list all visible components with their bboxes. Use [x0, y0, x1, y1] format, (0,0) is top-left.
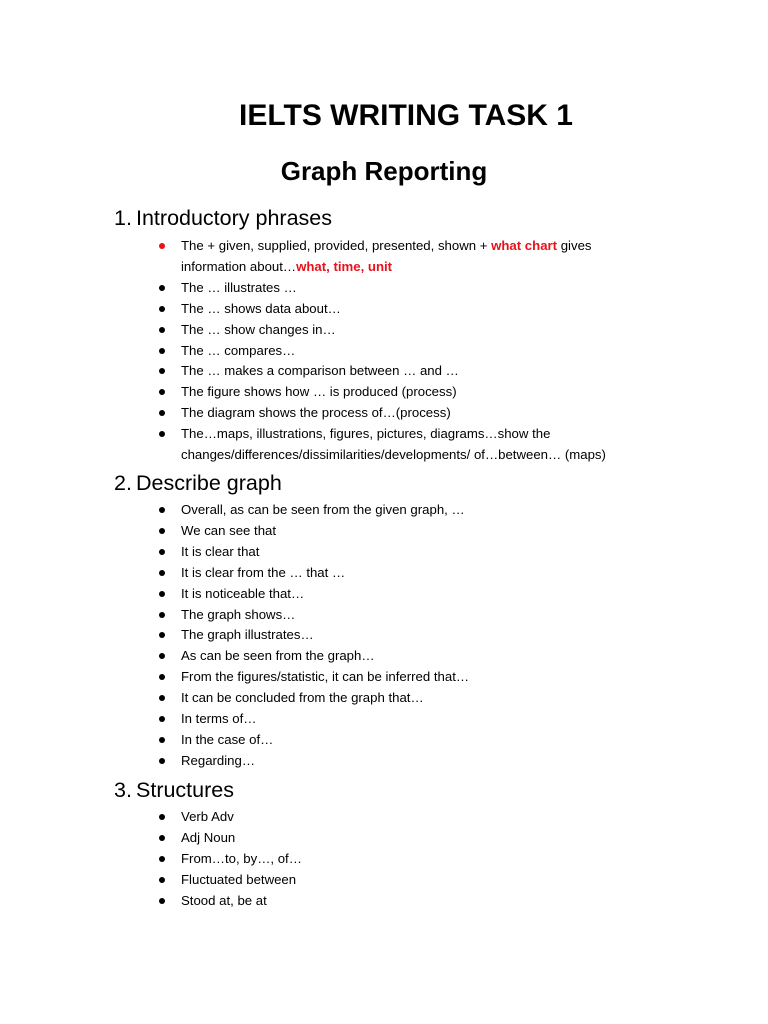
structures-list — [157, 807, 302, 912]
section-heading-text: Describe graph — [136, 471, 282, 495]
bullet-icon — [159, 549, 165, 555]
bullet-icon — [159, 716, 165, 722]
list-item: The … shows data about… — [157, 299, 606, 320]
bullet-icon — [159, 737, 165, 743]
list-item: It is noticeable that… — [157, 584, 469, 605]
bullet-icon — [159, 591, 165, 597]
list-item: As can be seen from the graph… — [157, 646, 469, 667]
bullet-icon — [159, 410, 165, 416]
highlight-what-time-unit: what, time, unit — [296, 258, 393, 274]
bullet-icon — [159, 306, 165, 312]
list-item: The graph illustrates… — [157, 625, 469, 646]
bullet-icon — [159, 856, 165, 862]
list-item: The graph shows… — [157, 605, 469, 626]
list-item: It can be concluded from the graph that… — [157, 688, 469, 709]
bullet-icon — [159, 431, 165, 437]
bullet-icon — [159, 612, 165, 618]
section-heading-text: Structures — [136, 778, 234, 802]
list-item: From the figures/statistic, it can be inferred that… — [157, 667, 469, 688]
bullet-icon — [159, 674, 165, 680]
section-heading-describe-graph — [114, 468, 282, 498]
bullet-icon — [159, 285, 165, 291]
document-subtitle: Graph Reporting — [280, 156, 488, 186]
list-item: The … compares… — [157, 341, 606, 362]
bullet-icon — [159, 389, 165, 395]
bullet-icon — [159, 507, 165, 513]
document-title: IELTS WRITING TASK 1 — [239, 99, 573, 132]
section-heading-structures — [114, 775, 234, 805]
list-item: It is clear that — [157, 542, 469, 563]
list-item: Regarding… — [157, 751, 469, 772]
introductory-phrases-list — [157, 236, 606, 466]
section-number: 3. — [114, 778, 132, 802]
bullet-icon — [159, 653, 165, 659]
section-number: 1. — [114, 206, 132, 230]
list-item: The diagram shows the process of…(process) — [157, 403, 606, 424]
bullet-icon — [159, 877, 165, 883]
highlight-what-chart: what chart — [491, 238, 558, 253]
bullet-icon — [159, 835, 165, 841]
red-bullet-icon — [159, 243, 165, 249]
list-item: In terms of… — [157, 709, 469, 730]
list-item: The … show changes in… — [157, 320, 606, 341]
list-item: Fluctuated between — [157, 870, 302, 891]
list-item: The figure shows how … is produced (process) — [157, 382, 606, 403]
list-item: Overall, as can be seen from the given graph, … — [157, 500, 469, 521]
bullet-icon — [159, 327, 165, 333]
list-item: The … makes a comparison between … and … — [157, 361, 606, 382]
list-item: The + given, supplied, provided, presented, shown + what chart gives information about…what, time, unit — [157, 236, 606, 278]
list-item: Stood at, be at — [157, 891, 302, 912]
list-item: It is clear from the … that … — [157, 563, 469, 584]
list-item: The…maps, illustrations, figures, pictures, diagrams…show the changes/differences/dissimilarities/developments/ of…between… (maps) — [157, 424, 606, 466]
bullet-icon — [159, 368, 165, 374]
bullet-icon — [159, 528, 165, 534]
list-item: Verb Adv — [157, 807, 302, 828]
bullet-icon — [159, 570, 165, 576]
section-heading-introductory — [114, 203, 332, 233]
bullet-icon — [159, 695, 165, 701]
list-item: We can see that — [157, 521, 469, 542]
list-item: Adj Noun — [157, 828, 302, 849]
bullet-icon — [159, 814, 165, 820]
list-item: The … illustrates … — [157, 278, 606, 299]
bullet-icon — [159, 348, 165, 354]
section-heading-text: Introductory phrases — [136, 206, 332, 230]
list-item: In the case of… — [157, 730, 469, 751]
section-number: 2. — [114, 471, 132, 495]
bullet-icon — [159, 898, 165, 904]
bullet-icon — [159, 758, 165, 764]
describe-graph-list — [157, 500, 469, 772]
list-item: From…to, by…, of… — [157, 849, 302, 870]
bullet-icon — [159, 632, 165, 638]
